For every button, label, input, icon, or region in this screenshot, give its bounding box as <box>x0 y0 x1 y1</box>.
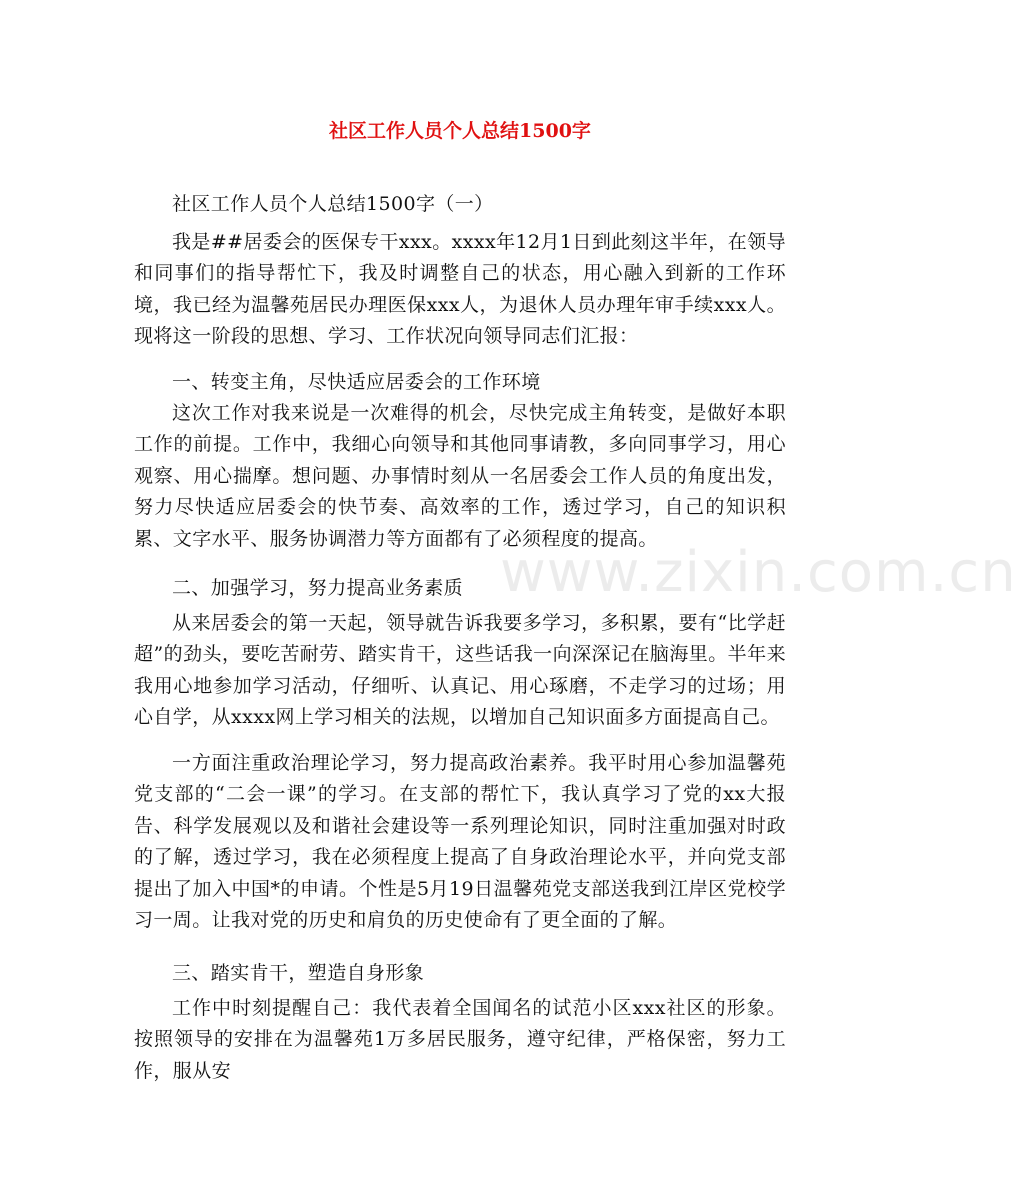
section-heading-2: 二、加强学习，努力提高业务素质 <box>172 577 464 599</box>
body-paragraph: 工作中时刻提醒自己：我代表着全国闻名的试范小区xxx社区的形象。按照领导的安排在为温馨苑1万多居民服务，遵守纪律，严格保密，努力工作，服从安 <box>134 997 786 1082</box>
intro-paragraph: 我是##居委会的医保专干xxx。xxxx年12月1日到此刻这半年，在领导和同事们的指导帮忙下，我及时调整自己的状态，用心融入到新的工作环境，我已经为温馨苑居民办理医保xxx人，为退休人员办理年审手续xxx人。现将这一阶段的思想、学习、工作状况向领导同志们汇报： <box>134 231 786 348</box>
watermark: www.zixin.com.cn <box>500 540 1017 605</box>
document-title: 社区工作人员个人总结1500字 <box>329 120 591 142</box>
body-paragraph: 一方面注重政治理论学习，努力提高政治素养。我平时用心参加温馨苑党支部的“二会一课”的学习。在支部的帮忙下，我认真学习了党的xx大报告、科学发展观以及和谐社会建设等一系列理论知识，同时注重加强对时政的了解，透过学习，我在必须程度上提高了自身政治理论水平，并向党支部提出了加入中国*的申请。个性是5月19日温馨苑党支部送我到江岸区党校学习一周。让我对党的历史和肩负的历史使命有了更全面的了解。 <box>134 752 786 932</box>
section-heading-1: 一、转变主角，尽快适应居委会的工作环境 <box>172 371 541 393</box>
body-paragraph: 这次工作对我来说是一次难得的机会，尽快完成主角转变，是做好本职工作的前提。工作中，我细心向领导和其他同事请教，多向同事学习，用心观察、用心揣摩。想问题、办事情时刻从一名居委会工作人员的角度出发，努力尽快适应居委会的快节奏、高效率的工作，透过学习，自己的知识积累、文字水平、服务协调潜力等方面都有了必须程度的提高。 <box>134 402 786 550</box>
section-heading-3: 三、踏实肯干，塑造自身形象 <box>172 962 425 984</box>
body-paragraph: 从来居委会的第一天起，领导就告诉我要多学习，多积累，要有“比学赶超”的劲头，要吃苦耐劳、踏实肯干，这些话我一向深深记在脑海里。半年来我用心地参加学习活动，仔细听、认真记、用心琢磨，不走学习的过场；用心自学，从xxxx网上学习相关的法规，以增加自己知识面多方面提高自己。 <box>134 612 786 729</box>
subtitle-paragraph: 社区工作人员个人总结1500字（一） <box>172 193 494 215</box>
